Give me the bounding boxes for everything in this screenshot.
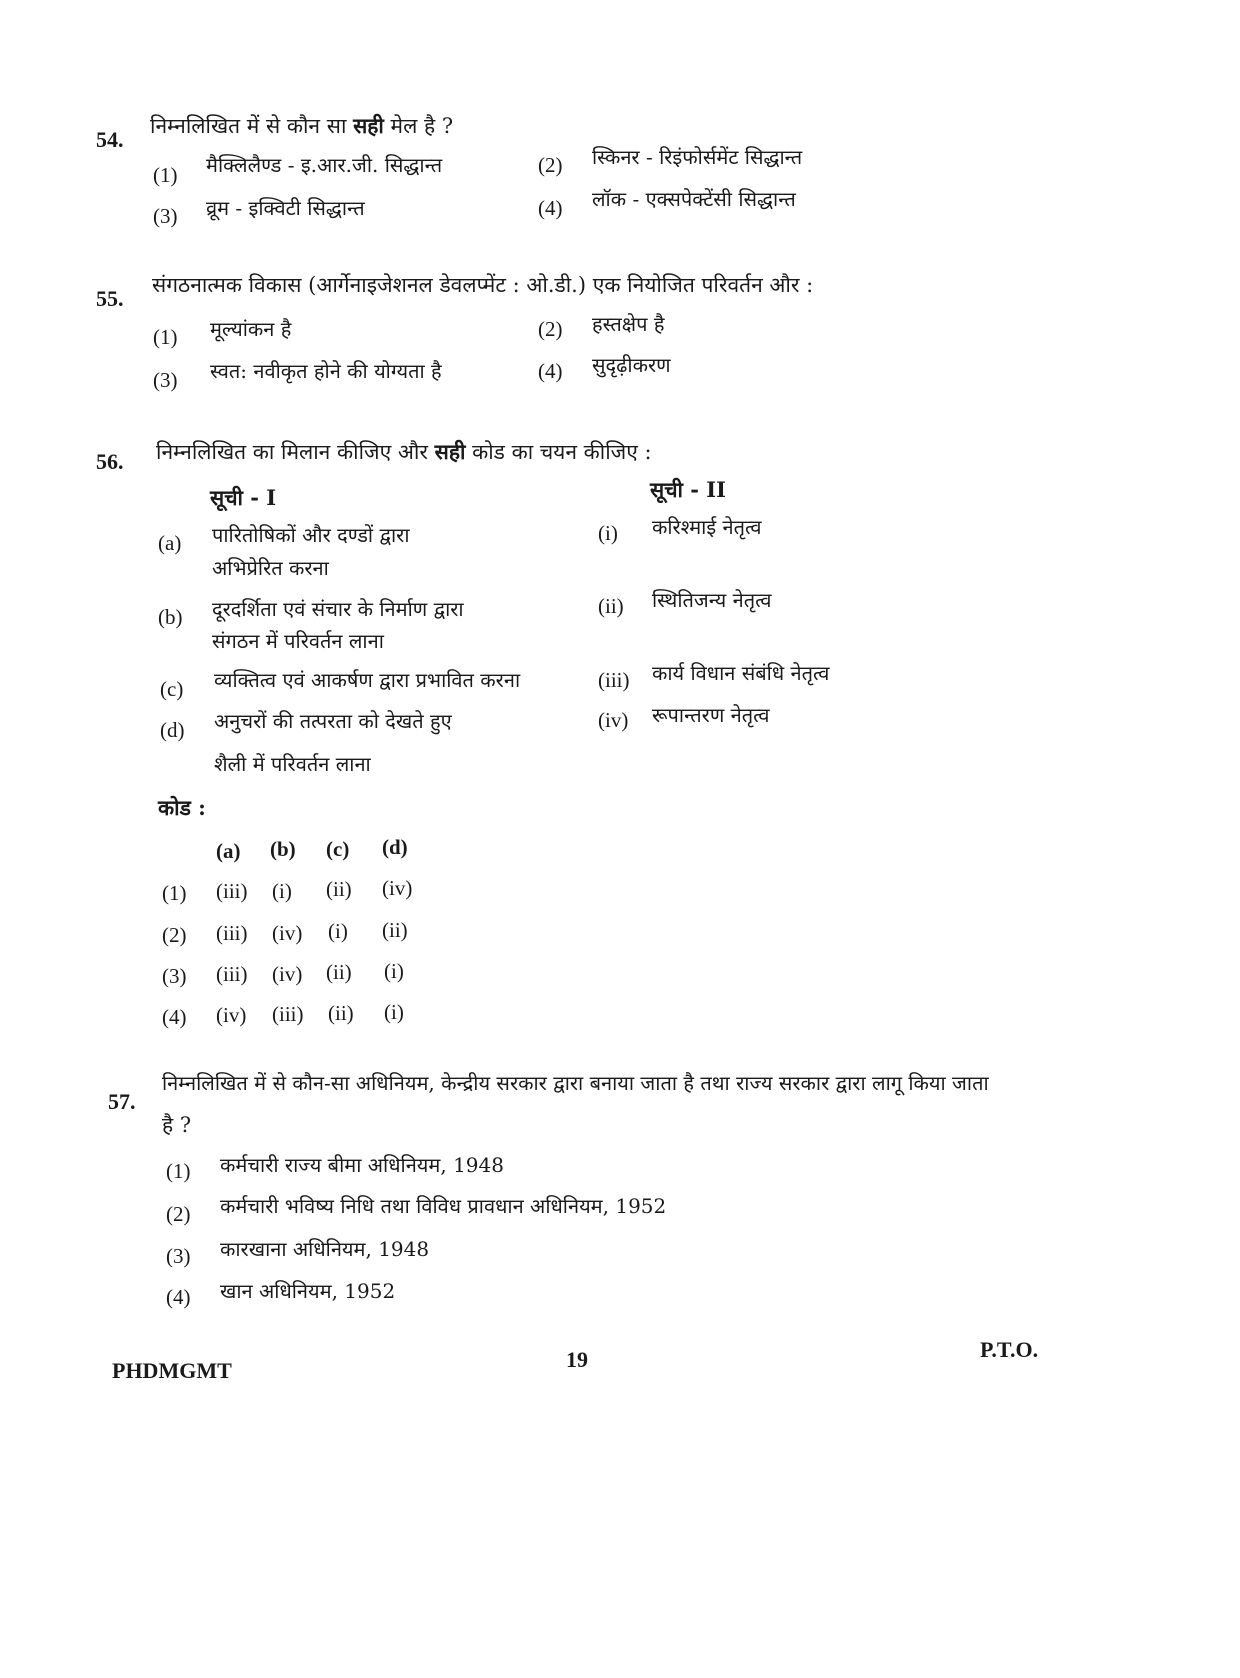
option-text: व्रूम - इक्विटी सिद्धान्त <box>206 196 365 220</box>
option-number: (2) <box>538 317 563 341</box>
list-1-header: सूची - I <box>210 485 277 510</box>
code-value: (iv) <box>216 1003 247 1027</box>
code-value: (i) <box>384 959 404 983</box>
question-number: 54. <box>96 127 124 152</box>
list-1-item-cont: शैली में परिवर्तन लाना <box>214 752 371 776</box>
code-value: (iii) <box>216 962 248 986</box>
list-2-item: करिश्माई नेतृत्व <box>652 515 762 539</box>
list-1-item-cont: संगठन में परिवर्तन लाना <box>212 629 384 653</box>
code-column-header: (a) <box>216 839 241 863</box>
list-1-label: (b) <box>158 605 183 629</box>
codes-label: कोड : <box>158 795 206 820</box>
option-text: मैक्लिलैण्ड - इ.आर.जी. सिद्धान्त <box>206 153 443 177</box>
question-text: संगठनात्मक विकास (आर्गेनाइजेशनल डेवलप्मेंट : ओ.डी.) एक नियोजित परिवर्तन और : <box>152 273 814 297</box>
list-2-label: (i) <box>598 521 618 545</box>
list-2-item: कार्य विधान संबंधि नेतृत्व <box>652 661 830 685</box>
please-turn-over: P.T.O. <box>980 1337 1039 1362</box>
question-number: 57. <box>108 1089 136 1114</box>
option-text: कर्मचारी राज्य बीमा अधिनियम, 1948 <box>220 1153 504 1177</box>
paper-code: PHDMGMT <box>112 1358 232 1383</box>
list-1-item-cont: अभिप्रेरित करना <box>212 556 329 580</box>
code-value: (i) <box>328 919 348 943</box>
list-2-label: (ii) <box>598 594 624 618</box>
question-text: निम्नलिखित में से कौन-सा अधिनियम, केन्द्रीय सरकार द्वारा बनाया जाता है तथा राज्य सरकार द्वारा लागू किया जाता <box>162 1071 989 1095</box>
code-value: (i) <box>384 1000 404 1024</box>
list-2-item: रूपान्तरण नेतृत्व <box>652 703 770 727</box>
question-text: निम्नलिखित में से कौन सा सही मेल है ? <box>150 113 454 138</box>
option-number: (1) <box>153 325 178 349</box>
code-value: (iv) <box>272 962 303 986</box>
option-number: (4) <box>538 359 563 383</box>
code-value: (ii) <box>326 877 352 901</box>
option-text: मूल्यांकन है <box>210 317 292 341</box>
code-value: (ii) <box>382 918 408 942</box>
option-number: (4) <box>166 1285 191 1309</box>
list-1-item: दूरदर्शिता एवं संचार के निर्माण द्वारा <box>212 597 464 621</box>
option-text: सुदृढ़ीकरण <box>592 353 671 377</box>
option-number: (3) <box>153 368 178 392</box>
code-value: (i) <box>272 879 292 903</box>
option-text: हस्तक्षेप है <box>592 312 665 336</box>
code-column-header: (b) <box>270 837 296 861</box>
option-text: खान अधिनियम, 1952 <box>220 1279 396 1303</box>
code-column-header: (d) <box>382 835 408 859</box>
code-column-header: (c) <box>326 837 350 861</box>
code-row-number: (1) <box>162 881 187 905</box>
question-number: 55. <box>96 286 124 311</box>
option-text: लॉक - एक्सपेक्टेंसी सिद्धान्त <box>592 187 796 211</box>
code-value: (ii) <box>326 960 352 984</box>
option-number: (2) <box>166 1202 191 1226</box>
code-value: (iv) <box>272 921 303 945</box>
code-row-number: (3) <box>162 964 187 988</box>
list-2-header: सूची - II <box>650 477 726 502</box>
list-2-item: स्थितिजन्य नेतृत्व <box>652 588 772 612</box>
code-value: (iii) <box>216 879 248 903</box>
option-text: स्वत: नवीकृत होने की योग्यता है <box>210 359 442 383</box>
list-1-label: (a) <box>158 531 182 555</box>
question-text: निम्नलिखित का मिलान कीजिए और सही कोड का चयन कीजिए : <box>156 439 652 464</box>
list-1-item: अनुचरों की तत्परता को देखते हुए <box>214 709 452 733</box>
code-value: (iv) <box>382 876 413 900</box>
code-row-number: (4) <box>162 1005 187 1029</box>
code-value: (iii) <box>272 1002 304 1026</box>
list-1-label: (c) <box>160 677 184 701</box>
question-number: 56. <box>96 449 124 474</box>
option-number: (1) <box>153 163 178 187</box>
option-text: कारखाना अधिनियम, 1948 <box>220 1237 430 1261</box>
option-number: (3) <box>153 204 178 228</box>
list-1-item: व्यक्तित्व एवं आकर्षण द्वारा प्रभावित करना <box>214 668 521 692</box>
page-number: 19 <box>566 1347 588 1372</box>
code-value: (iii) <box>216 921 248 945</box>
option-text: कर्मचारी भविष्य निधि तथा विविध प्रावधान अधिनियम, 1952 <box>220 1194 667 1218</box>
list-2-label: (iv) <box>598 708 629 732</box>
option-number: (2) <box>538 153 563 177</box>
list-1-label: (d) <box>160 718 185 742</box>
option-number: (3) <box>166 1244 191 1268</box>
list-2-label: (iii) <box>598 668 630 692</box>
code-value: (ii) <box>328 1001 354 1025</box>
list-1-item: पारितोषिकों और दण्डों द्वारा <box>212 523 410 547</box>
code-row-number: (2) <box>162 923 187 947</box>
option-text: स्किनर - रिइंफोर्समेंट सिद्धान्त <box>592 145 803 169</box>
option-number: (1) <box>166 1159 191 1183</box>
question-text-cont: है ? <box>162 1113 192 1137</box>
option-number: (4) <box>538 196 563 220</box>
